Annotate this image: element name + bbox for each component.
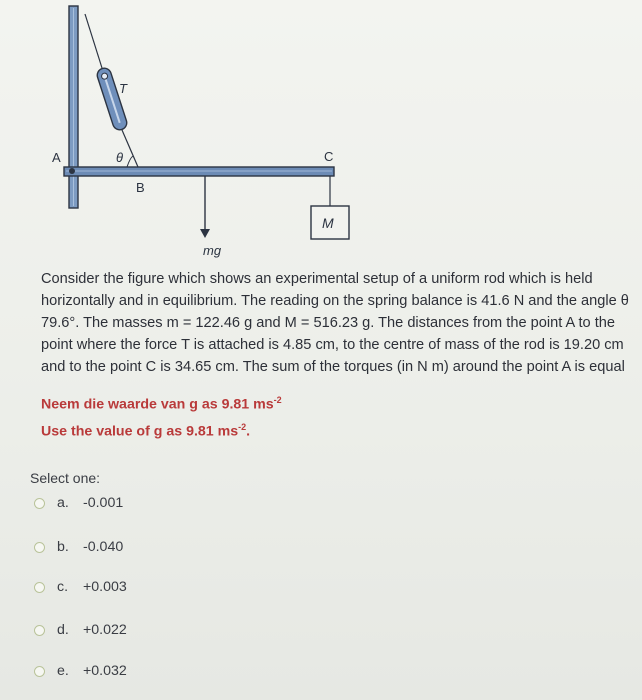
- note-afrikaans: Neem die waarde van g as 9.81 $ms^{-2}$: [41, 395, 282, 413]
- option-a-value: -0.001: [83, 495, 124, 511]
- radio-c[interactable]: [34, 582, 45, 593]
- question-line-1: Consider the figure which shows an experimental setup of a uniform rod which is held: [41, 271, 593, 287]
- option-e-letter: e.: [57, 663, 69, 679]
- radio-d[interactable]: [34, 625, 45, 636]
- label-theta: θ: [116, 150, 124, 165]
- label-a: A: [52, 150, 61, 165]
- option-c[interactable]: [34, 577, 127, 597]
- option-e-value: +0.032: [83, 663, 127, 679]
- radio-b[interactable]: [34, 542, 45, 553]
- question-line-2: horizontally and in equilibrium. The reading on the spring balance is 41.6 N and the angle θ: [41, 293, 629, 309]
- option-a-letter: a.: [57, 495, 69, 511]
- radio-a[interactable]: [34, 498, 45, 509]
- spring-string-bottom: [122, 130, 138, 167]
- gravity-note: [41, 389, 282, 442]
- question-line-5: and to the point C is 34.65 cm. The sum of the torques (in N m) around the point A is equal: [41, 359, 625, 375]
- question-line-3: 79.6°. The masses m = 122.46 g and M = 516.23 g. The distances from the point A to the: [41, 315, 616, 331]
- option-b[interactable]: [34, 537, 123, 557]
- question-text: [41, 268, 642, 378]
- label-c: C: [324, 149, 334, 164]
- option-b-letter: b.: [57, 539, 69, 555]
- label-m: M: [322, 215, 334, 231]
- label-t: T: [119, 81, 127, 96]
- note-english: Use the value of g as 9.81 $ms^{-2}$.: [41, 421, 251, 440]
- spring-balance: [95, 66, 128, 131]
- option-a[interactable]: [34, 493, 123, 513]
- angle-arc: [127, 156, 133, 167]
- experiment-figure: [40, 0, 360, 262]
- label-b: B: [136, 180, 145, 195]
- option-b-value: -0.040: [83, 539, 124, 555]
- option-d-value: +0.022: [83, 622, 127, 638]
- spring-string-top: [85, 14, 102, 68]
- option-c-value: +0.003: [83, 579, 127, 595]
- option-c-letter: c.: [57, 579, 69, 595]
- question-line-4: point where the force T is attached is 4.85 cm, to the centre of mass of the rod is 19.20 cm: [41, 337, 624, 353]
- pivot-a: [69, 168, 75, 174]
- option-d[interactable]: [34, 620, 127, 640]
- select-one-label: Select one:: [30, 470, 101, 486]
- label-mg: mg: [203, 243, 222, 258]
- option-e[interactable]: [34, 661, 127, 681]
- radio-e[interactable]: [34, 666, 45, 677]
- option-d-letter: d.: [57, 622, 69, 638]
- mg-arrow-head: [200, 229, 210, 238]
